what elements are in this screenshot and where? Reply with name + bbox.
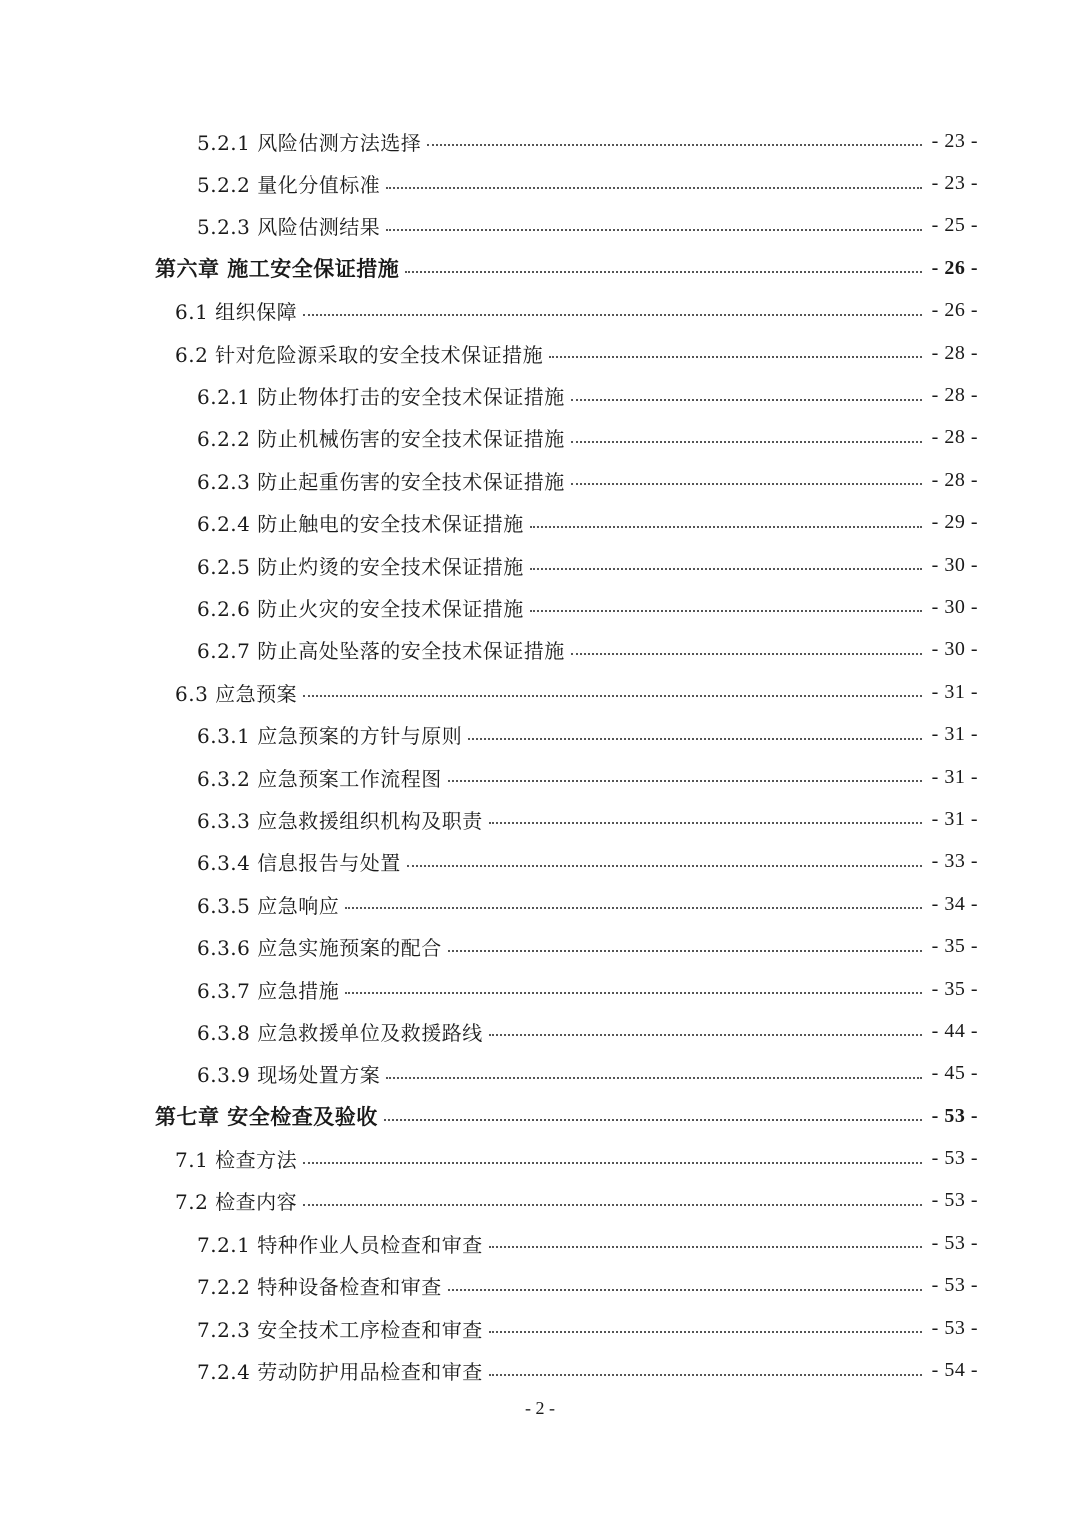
dot-leader (530, 526, 922, 528)
toc-entry[interactable] (0, 544, 1080, 586)
toc-entry-title: 7.2.4 劳动防护用品检查和审查 (197, 1360, 483, 1385)
toc-entry[interactable] (0, 1137, 1080, 1179)
toc-entry[interactable] (0, 925, 1080, 967)
dot-leader (345, 992, 922, 994)
toc-entry[interactable] (0, 798, 1080, 840)
toc-entry[interactable] (0, 629, 1080, 671)
toc-entry-title: 6.1 组织保障 (175, 300, 298, 325)
toc-entry[interactable] (0, 247, 1080, 289)
toc-entry-page-number: - 30 - (931, 595, 978, 618)
toc-entry[interactable] (0, 756, 1080, 798)
toc-entry-page-number: - 45 - (931, 1062, 978, 1085)
dot-leader (489, 1034, 922, 1036)
dot-leader (386, 187, 922, 189)
toc-entry-page-number: - 53 - (931, 1104, 978, 1127)
toc-entry-page-number: - 53 - (931, 1231, 978, 1254)
toc-entry-title: 6.3 应急预案 (175, 681, 298, 706)
dot-leader (489, 1374, 922, 1376)
toc-entry-page-number: - 31 - (931, 765, 978, 788)
toc-entry[interactable] (0, 374, 1080, 416)
dot-leader (571, 483, 922, 485)
toc-entry-title: 6.3.7 应急措施 (197, 978, 340, 1003)
toc-entry-title: 6.2.3 防止起重伤害的安全技术保证措施 (197, 469, 565, 494)
toc-entry-title: 6.3.6 应急实施预案的配合 (197, 936, 442, 961)
toc-entry[interactable] (0, 459, 1080, 501)
toc-entry-title: 7.1 检查方法 (175, 1148, 298, 1173)
toc-entry[interactable] (0, 120, 1080, 162)
dot-leader (345, 907, 922, 909)
toc-entry-title: 6.2.2 防止机械伤害的安全技术保证措施 (197, 427, 565, 452)
toc-entry[interactable] (0, 671, 1080, 713)
toc-entry-title: 6.2.4 防止触电的安全技术保证措施 (197, 512, 524, 537)
dot-leader (386, 1077, 922, 1079)
dot-leader (386, 229, 922, 231)
dot-leader (448, 1289, 922, 1291)
toc-entry-title: 6.2.6 防止火灾的安全技术保证措施 (197, 596, 524, 621)
toc-entry-title: 7.2.2 特种设备检查和审查 (197, 1275, 442, 1300)
toc-entry-page-number: - 25 - (931, 214, 978, 237)
toc-entry-title: 6.2 针对危险源采取的安全技术保证措施 (175, 342, 544, 367)
dot-leader (530, 610, 922, 612)
toc-entry-page-number: - 23 - (931, 129, 978, 152)
toc-entry[interactable] (0, 502, 1080, 544)
dot-leader (427, 144, 922, 146)
toc-entry-page-number: - 53 - (931, 1147, 978, 1170)
dot-leader (303, 314, 922, 316)
dot-leader (448, 780, 922, 782)
toc-entry-title: 5.2.3 风险估测结果 (197, 215, 381, 240)
toc-entry-title: 6.3.5 应急响应 (197, 893, 340, 918)
toc-entry-page-number: - 30 - (931, 553, 978, 576)
dot-leader (468, 738, 922, 740)
toc-entry-title: 6.3.1 应急预案的方针与原则 (197, 724, 463, 749)
toc-entry-title: 6.3.9 现场处置方案 (197, 1063, 381, 1088)
dot-leader (489, 1331, 922, 1333)
toc-entry[interactable] (0, 841, 1080, 883)
toc-entry-title: 6.3.3 应急救援组织机构及职责 (197, 808, 483, 833)
dot-leader (571, 653, 922, 655)
dot-leader (448, 950, 922, 952)
toc-entry-title: 6.2.1 防止物体打击的安全技术保证措施 (197, 385, 565, 410)
toc-entry[interactable] (0, 586, 1080, 628)
toc-entry-page-number: - 31 - (931, 807, 978, 830)
toc-entry-page-number: - 28 - (931, 341, 978, 364)
toc-entry[interactable] (0, 332, 1080, 374)
toc-entry-title: 7.2 检查内容 (175, 1190, 298, 1215)
dot-leader (571, 441, 922, 443)
toc-entry-page-number: - 26 - (931, 299, 978, 322)
toc-entry-title: 6.3.2 应急预案工作流程图 (197, 766, 442, 791)
toc-entry-page-number: - 54 - (931, 1359, 978, 1382)
dot-leader (489, 822, 922, 824)
toc-entry[interactable] (0, 290, 1080, 332)
dot-leader (303, 1204, 922, 1206)
toc-entry-page-number: - 30 - (931, 638, 978, 661)
dot-leader (405, 271, 922, 273)
toc-entry[interactable] (0, 1265, 1080, 1307)
dot-leader (530, 568, 922, 570)
page-number: - 2 - (525, 1398, 555, 1418)
toc-entry-page-number: - 35 - (931, 977, 978, 1000)
toc-entry-page-number: - 53 - (931, 1274, 978, 1297)
toc-entry[interactable] (0, 162, 1080, 204)
toc-entry-title: 6.3.8 应急救援单位及救援路线 (197, 1020, 483, 1045)
toc-entry[interactable] (0, 1349, 1080, 1391)
toc-entry-title: 第七章 安全检查及验收 (155, 1104, 378, 1130)
toc-entry-page-number: - 28 - (931, 468, 978, 491)
toc-entry-title: 7.2.1 特种作业人员检查和审查 (197, 1232, 483, 1257)
dot-leader (303, 1162, 922, 1164)
toc-entry-title: 6.2.5 防止灼烫的安全技术保证措施 (197, 554, 524, 579)
toc-entry[interactable] (0, 883, 1080, 925)
toc-entry[interactable] (0, 205, 1080, 247)
dot-leader (384, 1119, 922, 1121)
toc-entry[interactable] (0, 1010, 1080, 1052)
toc-entry-title: 6.2.7 防止高处坠落的安全技术保证措施 (197, 639, 565, 664)
toc-entry-page-number: - 28 - (931, 384, 978, 407)
toc-entry-page-number: - 34 - (931, 892, 978, 915)
toc-entry-page-number: - 44 - (931, 1019, 978, 1042)
toc-entry[interactable] (0, 1307, 1080, 1349)
toc-entry-title: 第六章 施工安全保证措施 (155, 256, 400, 282)
toc-entry[interactable] (0, 1180, 1080, 1222)
toc-entry-title: 5.2.1 风险估测方法选择 (197, 130, 422, 155)
toc-entry[interactable] (0, 1095, 1080, 1137)
toc-entry[interactable] (0, 1053, 1080, 1095)
toc-entry[interactable] (0, 713, 1080, 755)
toc-entry-page-number: - 28 - (931, 426, 978, 449)
dot-leader (407, 865, 922, 867)
toc-entry[interactable] (0, 968, 1080, 1010)
dot-leader (571, 399, 922, 401)
toc-entry-page-number: - 31 - (931, 723, 978, 746)
toc-entry-page-number: - 53 - (931, 1189, 978, 1212)
dot-leader (303, 695, 922, 697)
toc-entry-page-number: - 29 - (931, 511, 978, 534)
toc-entry[interactable] (0, 1222, 1080, 1264)
toc-entry-page-number: - 26 - (931, 256, 978, 279)
toc-entry-page-number: - 33 - (931, 850, 978, 873)
toc-entry-title: 5.2.2 量化分值标准 (197, 173, 381, 198)
toc-entry-page-number: - 23 - (931, 172, 978, 195)
toc-entry-page-number: - 35 - (931, 935, 978, 958)
table-of-contents (0, 120, 1080, 1392)
dot-leader (549, 356, 922, 358)
toc-entry-page-number: - 31 - (931, 680, 978, 703)
toc-entry-title: 7.2.3 安全技术工序检查和审查 (197, 1317, 483, 1342)
toc-entry-title: 6.3.4 信息报告与处置 (197, 851, 401, 876)
toc-entry[interactable] (0, 417, 1080, 459)
dot-leader (489, 1246, 922, 1248)
toc-entry-page-number: - 53 - (931, 1316, 978, 1339)
